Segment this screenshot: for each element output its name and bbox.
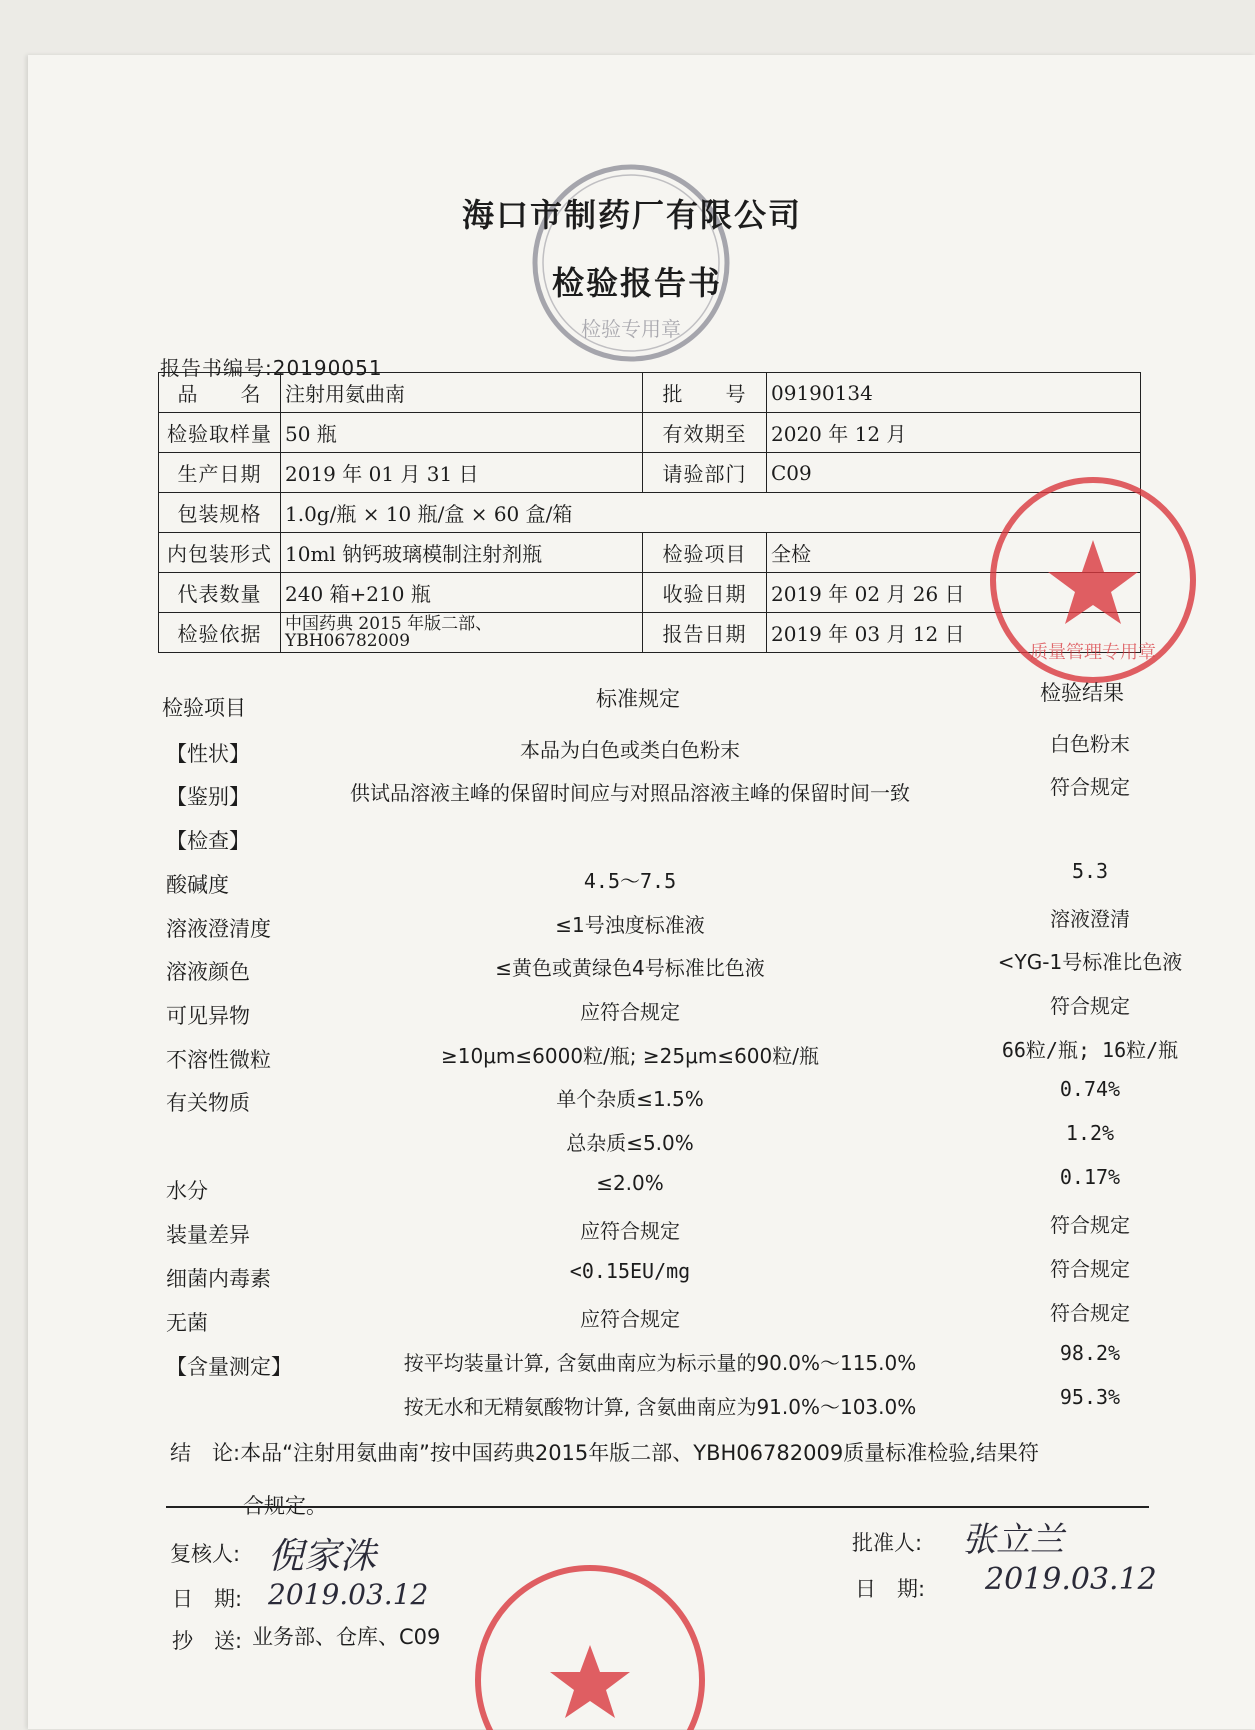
- conclusion-label: 结 论:: [170, 1441, 241, 1465]
- expiry-label: 有效期至: [643, 413, 767, 453]
- conclusion: [170, 1437, 1039, 1467]
- svg-text:检验专用章: 检验专用章: [581, 317, 681, 341]
- result-standard: 4.5～7.5: [583, 869, 677, 893]
- col-standard-header: 标准规定: [596, 687, 680, 711]
- rep-qty-value: 240 箱+210 瓶: [281, 573, 643, 613]
- company-title: 海口市制药厂有限公司: [462, 196, 803, 234]
- result-standard: ≤黄色或黄绿色4号标准比色液: [495, 956, 765, 980]
- result-value: 95.3%: [1059, 1385, 1121, 1409]
- result-value: 溶液澄清: [1050, 907, 1130, 931]
- result-standard: 总杂质≤5.0%: [566, 1131, 694, 1155]
- result-standard: 供试品溶液主峰的保留时间应与对照品溶液主峰的保留时间一致: [350, 781, 910, 805]
- result-value: <YG-1号标准比色液: [997, 950, 1183, 974]
- product-name-label: 品 名: [159, 373, 281, 413]
- col-item-header: 检验项目: [162, 696, 246, 720]
- result-standard: 应符合规定: [580, 1219, 680, 1243]
- result-standard: 应符合规定: [580, 1307, 680, 1331]
- result-item-label: 溶液颜色: [166, 960, 250, 984]
- report-date-label: 报告日期: [643, 613, 767, 653]
- result-standard: 单个杂质≤1.5%: [556, 1087, 704, 1111]
- result-item-label: 有关物质: [166, 1091, 250, 1115]
- result-standard: ≤1号浊度标准液: [555, 913, 705, 937]
- basis-label: 检验依据: [159, 613, 281, 653]
- result-item-label: 【性状】: [166, 742, 250, 766]
- result-item-label: 可见异物: [166, 1004, 250, 1028]
- result-standard: ≤2.0%: [596, 1171, 664, 1195]
- batch-value: 09190134: [767, 373, 1141, 413]
- inner-pack-label: 内包装形式: [159, 533, 281, 573]
- result-standard: ≥10μm≤6000粒/瓶; ≥25μm≤600粒/瓶: [441, 1044, 819, 1068]
- sample-qty-value: 50 瓶: [281, 413, 643, 453]
- conclusion-text-1: 本品“注射用氨曲南”按中国药典2015年版二部、YBH06782009质量标准检验,结果符: [240, 1441, 1039, 1465]
- result-standard: 按无水和无精氨酸物计算, 含氨曲南应为91.0%～103.0%: [403, 1395, 917, 1419]
- report-number-label: 报告书编号:: [160, 356, 273, 380]
- result-item-label: 【检查】: [166, 829, 250, 853]
- result-value: 0.74%: [1059, 1077, 1121, 1101]
- separator-line: [166, 1506, 1149, 1508]
- package-label: 包装规格: [159, 493, 281, 533]
- report-date-value: 2019 年 03 月 12 日: [767, 613, 1141, 653]
- result-value: 符合规定: [1050, 775, 1130, 799]
- approver-signature: 张立兰: [962, 1520, 1064, 1560]
- result-value: 符合规定: [1050, 1301, 1130, 1325]
- prod-date-label: 生产日期: [159, 453, 281, 493]
- receive-date-value: 2019 年 02 月 26 日: [767, 573, 1141, 613]
- receive-date-label: 收验日期: [643, 573, 767, 613]
- sample-qty-label: 检验取样量: [159, 413, 281, 453]
- report-number-value: 20190051: [272, 356, 383, 380]
- prod-date-value: 2019 年 01 月 31 日: [281, 453, 643, 493]
- reviewer-signature: 倪家洙: [268, 1536, 377, 1577]
- conclusion-text-2: 合规定。: [243, 1494, 327, 1518]
- test-item-value: 全检: [767, 533, 1141, 573]
- result-value: 1.2%: [1065, 1121, 1115, 1145]
- request-dept-label: 请验部门: [643, 453, 767, 493]
- result-item-label: 溶液澄清度: [166, 917, 271, 941]
- date-left-value: 2019.03.12: [268, 1578, 429, 1611]
- info-row: [159, 373, 1141, 413]
- result-standard: <0.15EU/mg: [569, 1259, 691, 1283]
- result-item-label: 水分: [166, 1179, 208, 1203]
- date-label-left: 日 期:: [172, 1587, 243, 1611]
- result-standard: 应符合规定: [580, 1000, 680, 1024]
- request-dept-value: C09: [767, 453, 1141, 493]
- result-item-label: 装量差异: [166, 1223, 250, 1247]
- result-value: 白色粉末: [1050, 732, 1130, 756]
- product-name-value: 注射用氨曲南: [281, 373, 643, 413]
- col-result-header: 检验结果: [1040, 681, 1124, 705]
- rep-qty-label: 代表数量: [159, 573, 281, 613]
- result-value: 0.17%: [1059, 1165, 1121, 1189]
- quality-seal-stamp-bottom: [470, 1560, 710, 1730]
- reviewer-label: 复核人:: [170, 1542, 241, 1566]
- report-title: 检验报告书: [552, 264, 723, 302]
- result-value: 符合规定: [1050, 1213, 1130, 1237]
- cc-value: 业务部、仓库、C09: [252, 1625, 441, 1649]
- result-item-label: 【含量测定】: [166, 1355, 292, 1379]
- result-item-label: 【鉴别】: [166, 785, 250, 809]
- info-row: [159, 413, 1141, 453]
- svg-text:质量管理专用章: 质量管理专用章: [1030, 642, 1156, 663]
- result-standard: 按平均装量计算, 含氨曲南应为标示量的90.0%～115.0%: [403, 1351, 917, 1375]
- result-value: 66粒/瓶; 16粒/瓶: [1001, 1038, 1179, 1062]
- date-label-right: 日 期:: [855, 1577, 926, 1601]
- result-value: 符合规定: [1050, 1257, 1130, 1281]
- approver-label: 批准人:: [852, 1531, 923, 1555]
- basis-line-2: YBH06782009: [285, 630, 411, 651]
- cc-label: 抄 送:: [172, 1629, 243, 1653]
- result-value: 符合规定: [1050, 994, 1130, 1018]
- result-value: 5.3: [1071, 859, 1109, 883]
- inner-pack-value: 10ml 钠钙玻璃模制注射剂瓶: [281, 533, 643, 573]
- result-item-label: 细菌内毒素: [166, 1267, 271, 1291]
- basis-line-1: 中国药典 2015 年版二部、: [285, 613, 493, 634]
- package-value: 1.0g/瓶 × 10 瓶/盒 × 60 盒/箱: [281, 493, 1141, 533]
- result-value: 98.2%: [1059, 1341, 1121, 1365]
- date-right-value: 2019.03.12: [985, 1562, 1157, 1597]
- batch-label: 批 号: [643, 373, 767, 413]
- result-item-label: 无菌: [166, 1311, 208, 1335]
- quality-seal-stamp-right: [983, 470, 1203, 690]
- result-item-label: 不溶性微粒: [166, 1048, 271, 1072]
- result-item-label: 酸碱度: [166, 873, 229, 897]
- expiry-value: 2020 年 12 月: [767, 413, 1141, 453]
- test-item-label: 检验项目: [643, 533, 767, 573]
- result-standard: 本品为白色或类白色粉末: [520, 738, 740, 762]
- basis-value: [281, 613, 643, 653]
